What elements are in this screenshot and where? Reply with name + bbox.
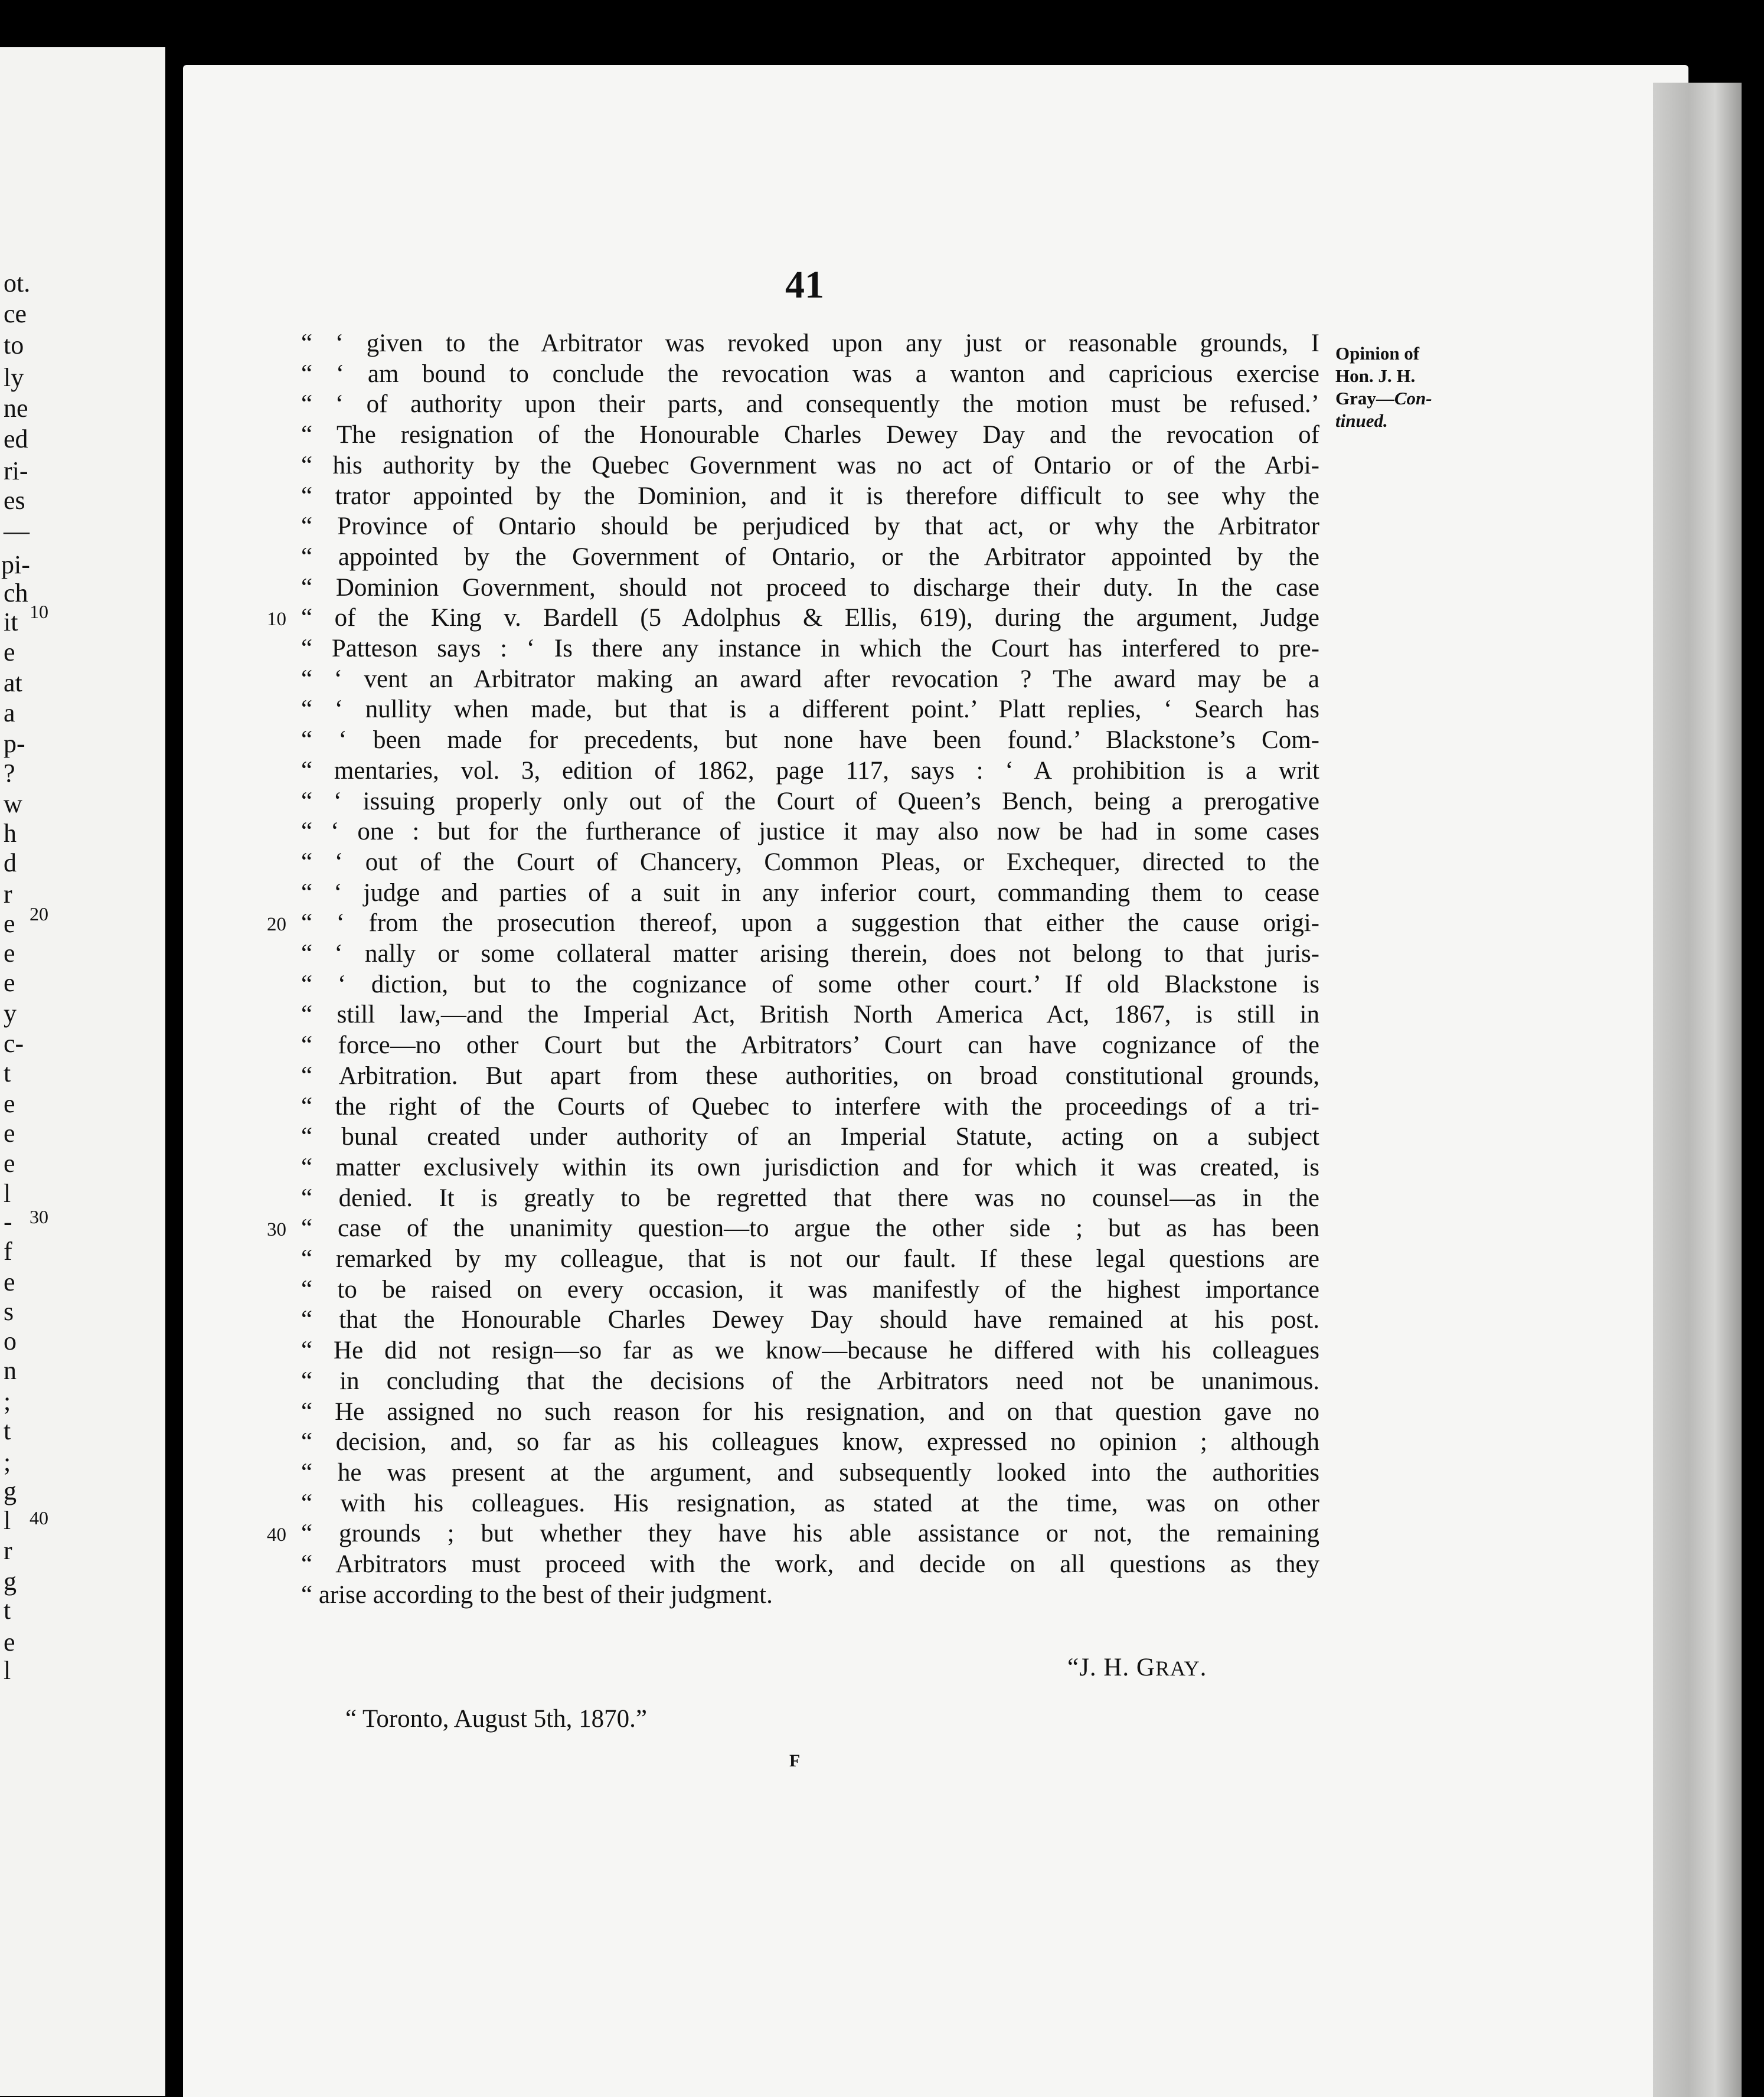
- left-page-line: ce: [4, 299, 27, 328]
- text-line: “ his authority by the Quebec Government was no act of Ontario or of the Arbi-: [301, 452, 1319, 479]
- text-line: “ appointed by the Government of Ontario, or the Arbitrator appointed by the: [301, 543, 1319, 571]
- left-page-line: ;: [4, 1448, 11, 1477]
- left-page-line: r: [4, 1536, 12, 1565]
- left-page-line-number: 40: [30, 1507, 48, 1528]
- left-page-line: es: [4, 486, 25, 515]
- text-line: “ mentaries, vol. 3, edition of 1862, page 117, says : ‘ A prohibition is a writ: [301, 757, 1319, 785]
- left-page-line-number: 20: [30, 903, 48, 925]
- text-line: “ matter exclusively within its own jurisdiction and for which it was created, is: [301, 1154, 1319, 1181]
- text-line: “ Province of Ontario should be perjudiced by that act, or why the Arbitrator: [301, 512, 1319, 540]
- left-page-line: a: [4, 698, 15, 727]
- left-page-line: e: [4, 1149, 15, 1178]
- signature-end: .: [1200, 1654, 1207, 1681]
- text-line: “ force—no other Court but the Arbitrators’ Court can have cognizance of the: [301, 1031, 1319, 1059]
- dateline: “ Toronto, August 5th, 1870.”: [345, 1705, 647, 1733]
- text-line: “ ‘ judge and parties of a suit in any inferior court, commanding them to cease: [301, 879, 1319, 907]
- left-page-line: e: [4, 1089, 15, 1118]
- text-line: “ Patteson says : ‘ Is there any instance in which the Court has interfered to pre-: [301, 635, 1319, 662]
- text-line: “ to be raised on every occasion, it was manifestly of the highest importance: [301, 1276, 1319, 1304]
- text-line: “ arise according to the best of their judgment.: [301, 1581, 773, 1609]
- book-gutter: [165, 0, 183, 2097]
- left-page-line: t: [4, 1596, 11, 1625]
- text-line: “ The resignation of the Honourable Charles Dewey Day and the revocation of: [301, 421, 1319, 449]
- left-page-line: s: [4, 1297, 14, 1326]
- left-page-line: c-: [4, 1029, 24, 1058]
- text-line: “ still law,—and the Imperial Act, British North America Act, 1867, is still in: [301, 1001, 1319, 1028]
- left-page-line: at: [4, 668, 22, 697]
- line-number: 40: [267, 1524, 286, 1546]
- left-page-line: g: [4, 1477, 17, 1505]
- left-page-line: pi-: [1, 550, 30, 579]
- left-page-line: e: [4, 1268, 15, 1296]
- left-page-line: ly: [4, 363, 24, 392]
- text-line: “ ‘ nally or some collateral matter arising therein, does not belong to that juris-: [301, 940, 1319, 968]
- left-page-line: e: [4, 939, 15, 968]
- signature-smallcaps: RAY: [1155, 1657, 1200, 1680]
- text-line: “ ‘ out of the Court of Chancery, Common Pleas, or Exchequer, directed to the: [301, 848, 1319, 876]
- line-number: 10: [267, 609, 286, 630]
- left-page-line: o: [4, 1327, 17, 1355]
- margin-note-part: Gray—: [1335, 388, 1394, 409]
- left-page-line: f: [4, 1237, 12, 1266]
- text-line: “ decision, and, so far as his colleagues know, expressed no opinion ; although: [301, 1428, 1319, 1456]
- signature: [1067, 1655, 1207, 1680]
- left-page-line: ne: [4, 394, 28, 423]
- left-page-line: it: [4, 607, 18, 636]
- left-page-line: e: [4, 968, 15, 997]
- margin-note-line: Hon. J. H.: [1335, 365, 1416, 386]
- left-page-line: d: [4, 848, 17, 877]
- text-line: “ ‘ given to the Arbitrator was revoked upon any just or reasonable grounds, I: [301, 329, 1319, 357]
- left-page-line: p-: [4, 729, 25, 758]
- margin-note-line: [1335, 387, 1453, 410]
- text-line: “ he was present at the argument, and subsequently looked into the authorities: [301, 1459, 1319, 1487]
- left-page-fragment: [0, 47, 165, 2096]
- text-line: “ Arbitrators must proceed with the work, and decide on all questions as they: [301, 1550, 1319, 1578]
- left-page-line: l: [4, 1179, 11, 1208]
- left-page-line: -: [4, 1207, 12, 1236]
- text-line: “ Arbitration. But apart from these authorities, on broad constitutional grounds,: [301, 1062, 1319, 1090]
- text-line: “ Dominion Government, should not proceed to discharge their duty. In the case: [301, 574, 1319, 602]
- left-page-line: n: [4, 1356, 17, 1385]
- text-line: “ that the Honourable Charles Dewey Day should have remained at his post.: [301, 1306, 1319, 1334]
- left-page-line: ;: [4, 1387, 11, 1416]
- left-page-line: t: [4, 1059, 11, 1087]
- signature-text: “J. H. G: [1067, 1654, 1155, 1681]
- left-page-line: ri-: [4, 456, 28, 485]
- line-number: 30: [267, 1219, 286, 1240]
- left-page-line: ed: [4, 424, 28, 453]
- text-line: “ the right of the Courts of Quebec to interfere with the proceedings of a tri-: [301, 1093, 1319, 1121]
- text-line: “ ‘ nullity when made, but that is a different point.’ Platt replies, ‘ Search has: [301, 695, 1319, 723]
- text-line: “ of the King v. Bardell (5 Adolphus & Ellis, 619), during the argument, Judge: [301, 604, 1319, 632]
- left-page-line: l: [4, 1656, 11, 1685]
- left-page-line: w: [4, 789, 22, 818]
- text-line: “ ‘ vent an Arbitrator making an award after revocation ? The award may be a: [301, 665, 1319, 693]
- signature-mark: F: [789, 1751, 801, 1771]
- text-line: “ He assigned no such reason for his resignation, and on that question gave no: [301, 1398, 1319, 1426]
- left-page-line: ot.: [4, 269, 31, 298]
- left-page-line: ch: [4, 579, 28, 607]
- margin-note-line: tinued.: [1335, 410, 1388, 431]
- text-line: “ trator appointed by the Dominion, and it is therefore difficult to see why the: [301, 482, 1319, 510]
- left-page-line: g: [4, 1567, 17, 1596]
- margin-note-part: Con-: [1394, 388, 1432, 409]
- text-line: “ He did not resign—so far as we know—because he differed with his colleagues: [301, 1337, 1319, 1364]
- text-line: “ bunal created under authority of an Imperial Statute, acting on a subject: [301, 1123, 1319, 1151]
- left-page-line: e: [4, 638, 15, 667]
- left-page-line: e: [4, 1628, 15, 1657]
- text-line: “ with his colleagues. His resignation, as stated at the time, was on other: [301, 1490, 1319, 1517]
- left-page-line: y: [4, 999, 17, 1028]
- page-edge-shadow: [1653, 83, 1742, 2097]
- line-number: 20: [267, 914, 286, 935]
- left-page-line-number: 10: [30, 601, 48, 622]
- text-line: “ grounds ; but whether they have his able assistance or not, the remaining: [301, 1520, 1319, 1547]
- text-line: “ ‘ one : but for the furtherance of justice it may also now be had in some cases: [301, 818, 1319, 845]
- left-page-line: —: [4, 517, 30, 546]
- left-page-line: r: [4, 880, 12, 909]
- text-line: “ denied. It is greatly to be regretted that there was no counsel—as in the: [301, 1184, 1319, 1212]
- text-line: “ ‘ issuing properly only out of the Court of Queen’s Bench, being a prerogative: [301, 788, 1319, 815]
- text-line: “ ‘ of authority upon their parts, and consequently the motion must be refused.’: [301, 390, 1319, 418]
- left-page-line: e: [4, 1119, 15, 1148]
- margin-note-line: Opinion of: [1335, 343, 1420, 364]
- margin-note: [1335, 342, 1453, 432]
- text-line: “ case of the unanimity question—to argue the other side ; but as has been: [301, 1214, 1319, 1242]
- text-line: “ remarked by my colleague, that is not our fault. If these legal questions are: [301, 1245, 1319, 1273]
- text-line: “ ‘ am bound to conclude the revocation was a wanton and capricious exercise: [301, 360, 1319, 388]
- page-number: 41: [785, 263, 824, 306]
- left-page-line: l: [4, 1506, 11, 1535]
- left-page-line-number: 30: [30, 1206, 48, 1227]
- text-line: “ ‘ been made for precedents, but none have been found.’ Blackstone’s Com-: [301, 726, 1319, 754]
- text-line: “ in concluding that the decisions of the Arbitrators need not be unanimous.: [301, 1367, 1319, 1395]
- left-page-line: t: [4, 1416, 11, 1445]
- text-line: “ ‘ from the prosecution thereof, upon a suggestion that either the cause origi-: [301, 909, 1319, 937]
- left-page-line: e: [4, 909, 15, 938]
- left-page-line: ?: [4, 759, 15, 788]
- left-page-line: to: [4, 331, 24, 360]
- left-page-line: h: [4, 819, 17, 848]
- text-line: “ ‘ diction, but to the cognizance of some other court.’ If old Blackstone is: [301, 971, 1319, 998]
